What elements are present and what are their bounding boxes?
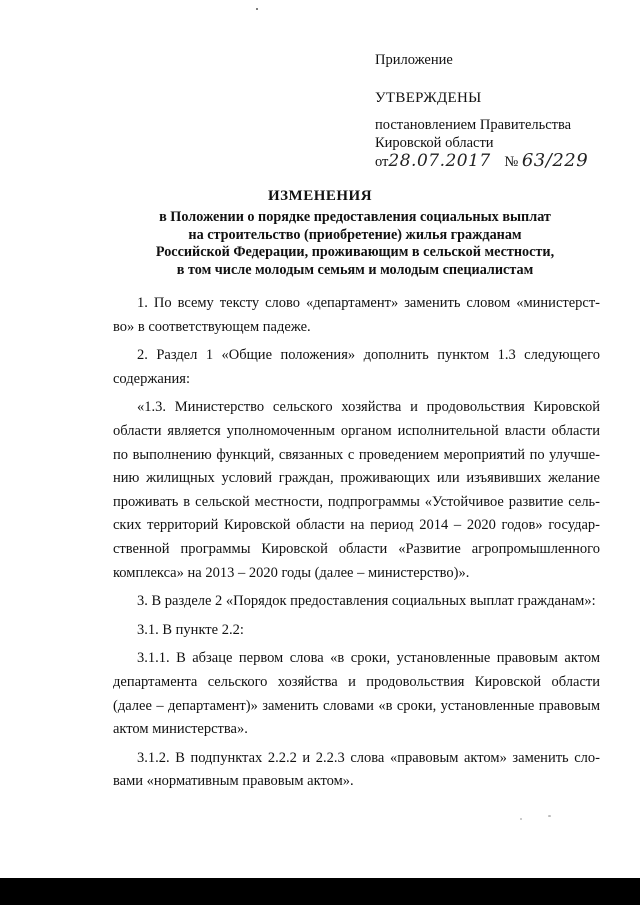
scan-speck — [548, 815, 551, 817]
appendix-label: Приложение — [375, 52, 453, 68]
scan-speck — [256, 8, 258, 10]
handwritten-date: 28.07.2017 — [388, 151, 491, 171]
scan-bottom-edge — [0, 878, 640, 905]
paragraph-5: 3.1. В пункте 2.2: — [137, 621, 244, 638]
date-prefix: от — [375, 154, 389, 170]
decree-reference — [375, 116, 625, 171]
decree-date-number — [375, 152, 625, 171]
paragraph-1: 1. По всему тексту слово «департамент» заменить словом «министерст-во» в соответствующем падеже. — [113, 295, 600, 335]
paragraph-2: 2. Раздел 1 «Общие положения» дополнить пунктом 1.3 следующего содержания: — [113, 347, 600, 387]
paragraph-6: 3.1.1. В абзаце первом слова «в сроки, установленные правовым актом департамента сельского хозяйства и продовольствия Кировской области (далее – департамент)» заменить словами «в сроки, установленные правовым актом министерства». — [113, 650, 600, 738]
subtitle-line: на строительство (приобретение) жилья гражданам — [188, 226, 522, 243]
paragraph-7: 3.1.2. В подпунктах 2.2.2 и 2.2.3 слова «правовым актом» заменить сло-вами «нормативным правовым актом». — [113, 749, 600, 790]
paragraph-4: 3. В разделе 2 «Порядок предоставления социальных выплат гражданам»: — [137, 593, 596, 610]
handwritten-number: 63/229 — [521, 150, 589, 171]
paragraph-3: «1.3. Министерство сельского хозяйства и продовольствия Кировской области является уполномоченным органом исполнительной власти области по выполнению функций, связанных с проведением мероприятий по улучше-нию жилищных условий граждан, проживающих или изъявивших желание проживать в сельской местности, подпрограммы «Устойчивое развитие сель-ских территорий Кировской области на период 2014 – 2020 годов» государ-ственной программы Кировской области «Развитие агропромышленного комплекса» на 2013 – 2020 годы (далее – министерство)». — [113, 399, 600, 581]
subtitle-line: в Положении о порядке предоставления социальных выплат — [159, 209, 551, 225]
approved-label: УТВЕРЖДЕНЫ — [375, 90, 482, 106]
document-title: ИЗМЕНЕНИЯ — [267, 188, 373, 204]
decree-line-2: Кировской области — [375, 135, 494, 151]
decree-line-1: постановлением Правительства — [375, 117, 572, 133]
number-prefix: № — [504, 154, 519, 170]
scan-speck — [520, 818, 522, 820]
subtitle-line: Российской Федерации, проживающим в сельской местности, — [155, 244, 555, 260]
document-body — [113, 292, 600, 799]
subtitle-line: в том числе молодым семьям и молодым специалистам — [176, 261, 534, 278]
document-subtitle — [120, 209, 590, 279]
